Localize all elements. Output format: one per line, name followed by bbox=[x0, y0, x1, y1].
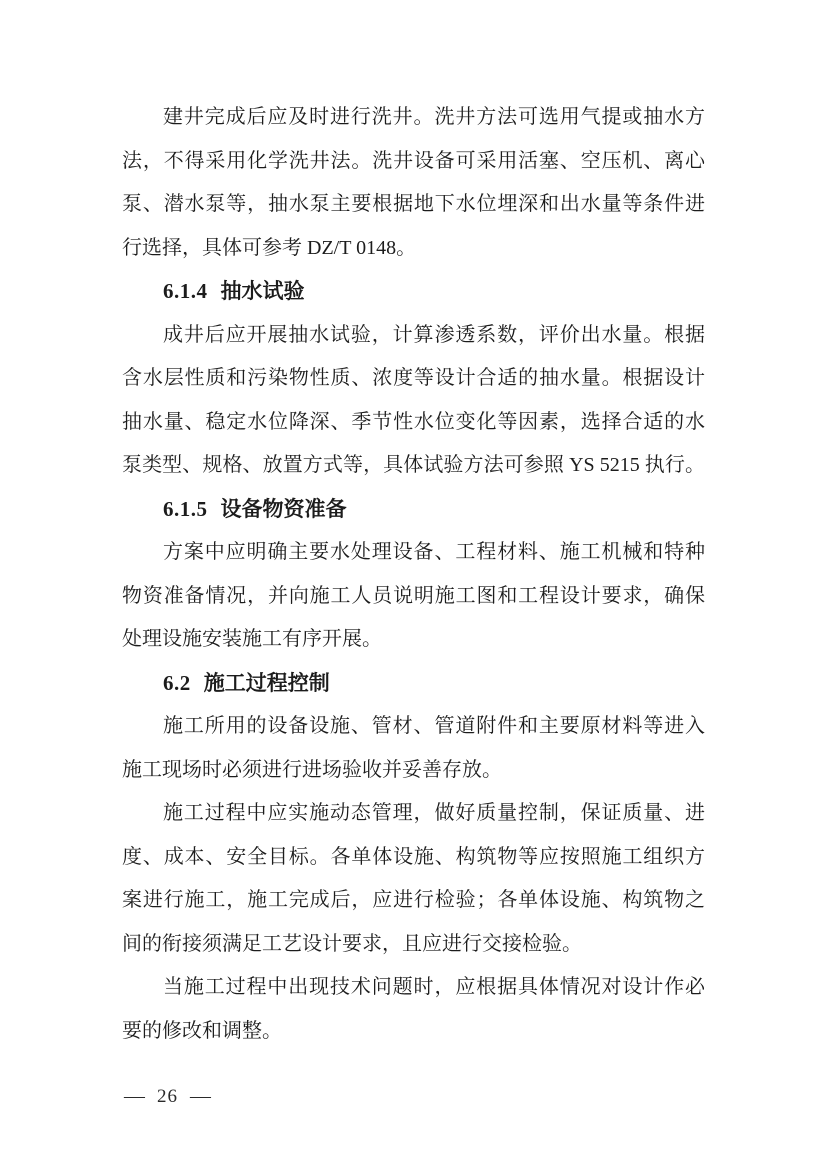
section-heading-6-2 bbox=[122, 662, 705, 706]
text-line: 物资准备情况，并向施工人员说明施工图和工程设计要求，确保 bbox=[122, 584, 705, 607]
text-line: 建井完成后应及时进行洗井。洗井方法可选用气提或抽水方 bbox=[163, 106, 705, 128]
footer-dash-left: — bbox=[124, 1086, 145, 1107]
text-line: 含水层性质和污染物性质、浓度等设计合适的抽水量。根据设计 bbox=[122, 367, 705, 389]
heading-number: 6.1.4 bbox=[163, 279, 208, 303]
text-line: 成井后应开展抽水试验，计算渗透系数，评价出水量。根据 bbox=[163, 323, 705, 346]
text-line: 泵类型、规格、放置方式等，具体试验方法可参照 YS 5215 执行。 bbox=[122, 454, 705, 476]
text-line: 当施工过程中出现技术问题时，应根据具体情况对设计作必 bbox=[163, 976, 705, 998]
text-line: 施工过程中应实施动态管理，做好质量控制，保证质量、进 bbox=[163, 802, 705, 824]
heading-number: 6.2 bbox=[163, 670, 191, 695]
page-number: 26 bbox=[157, 1086, 178, 1107]
text-line: 度、成本、安全目标。各单体设施、构筑物等应按照施工组织方 bbox=[122, 845, 705, 868]
text-line: 泵、潜水泵等，抽水泵主要根据地下水位埋深和出水量等条件进 bbox=[122, 193, 705, 215]
text-line: 法，不得采用化学洗井法。洗井设备可采用活塞、空压机、离心 bbox=[122, 149, 705, 172]
heading-title: 设备物资准备 bbox=[220, 496, 347, 521]
text-line: 施工现场时必须进行进场验收并妥善存放。 bbox=[122, 758, 502, 781]
text-line: 方案中应明确主要水处理设备、工程材料、施工机械和特种 bbox=[163, 541, 705, 563]
text-line: 案进行施工，施工完成后，应进行检验；各单体设施、构筑物之 bbox=[122, 889, 705, 911]
heading-title: 抽水试验 bbox=[220, 279, 305, 303]
text-line: 施工所用的设备设施、管材、管道附件和主要原材料等进入 bbox=[163, 715, 705, 737]
section-heading-6-1-4 bbox=[122, 270, 705, 314]
text-line: 间的衔接须满足工艺设计要求，且应进行交接检验。 bbox=[122, 932, 582, 955]
footer-dash-right: — bbox=[190, 1086, 211, 1107]
text-line: 处理设施安装施工有序开展。 bbox=[122, 628, 382, 650]
document-content bbox=[122, 96, 705, 1053]
text-line: 行选择，具体可参考 DZ/T 0148。 bbox=[122, 236, 417, 259]
section-heading-6-1-5 bbox=[122, 488, 705, 532]
heading-title: 施工过程控制 bbox=[203, 671, 330, 695]
text-line: 要的修改和调整。 bbox=[122, 1019, 282, 1042]
page-footer bbox=[125, 1086, 210, 1108]
heading-number: 6.1.5 bbox=[163, 496, 208, 521]
text-line: 抽水量、稳定水位降深、季节性水位变化等因素，选择合适的水 bbox=[122, 410, 705, 433]
